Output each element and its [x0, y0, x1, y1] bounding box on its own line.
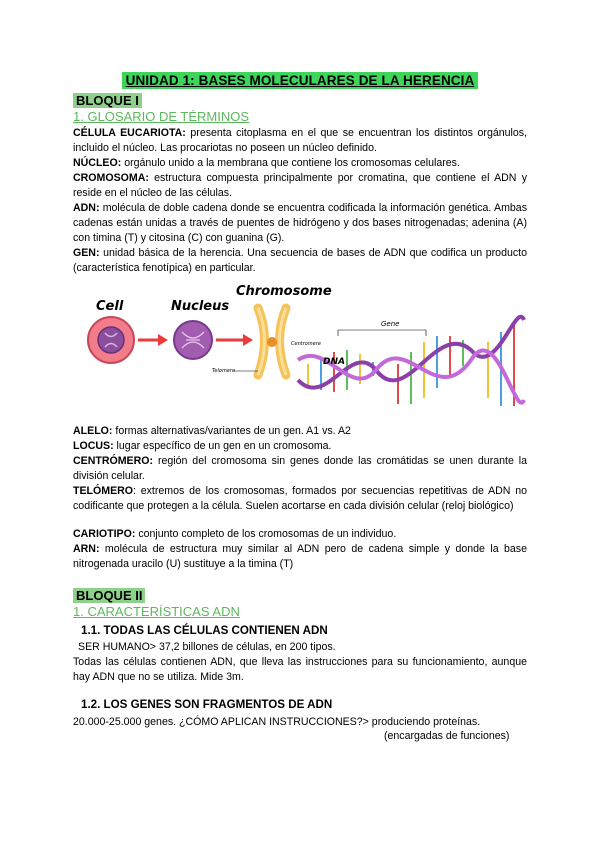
- document-title: UNIDAD 1: BASES MOLECULARES DE LA HERENCIA: [122, 72, 479, 89]
- definition: unidad básica de la herencia. Una secuencia de bases de ADN que codifica un producto (característica fenotípica) en particular.: [73, 247, 527, 275]
- definition: estructura compuesta principalmente por cromatina, que contiene el ADN y reside en el núcleo de las células.: [73, 172, 527, 200]
- definition: conjunto completo de los cromosomas de un individuo.: [135, 528, 397, 540]
- subsection-1-2-heading: 1.2. LOS GENES SON FRAGMENTOS DE ADN: [81, 698, 333, 711]
- definition: lugar específico de un gen en un cromosoma.: [113, 440, 332, 452]
- cell-to-gene-figure: [76, 280, 526, 420]
- term: CROMOSOMA:: [73, 172, 149, 184]
- glossary-dna: [73, 201, 527, 247]
- term: NÚCLEO:: [73, 157, 122, 169]
- human-cells-line: SER HUMANO> 37,2 billones de células, en 200 tipos.: [78, 641, 336, 653]
- title-wrapper: [0, 72, 600, 90]
- cell-illustration: [88, 317, 134, 363]
- glossary-telomere: [73, 484, 527, 514]
- glossary-gene: [73, 246, 527, 276]
- glossary-karyotype: [73, 527, 527, 542]
- section-glossary-heading: 1. GLOSARIO DE TÉRMINOS: [73, 109, 250, 124]
- gene-bracket-ends: [338, 330, 426, 336]
- nucleus-illustration: [174, 321, 212, 359]
- genes-count-line: 20.000-25.000 genes. ¿CÓMO APLICAN INSTRUCCIONES?> produciendo proteínas.: [73, 716, 481, 728]
- term: GEN:: [73, 247, 100, 259]
- glossary-locus: [73, 439, 527, 454]
- chromosome-illustration: [258, 308, 286, 375]
- definition: presenta citoplasma en el que se encuentran los distintos orgánulos, incluido el núcleo. Las procariotas no poseen un núcleo definido.: [73, 127, 527, 155]
- term: ADN:: [73, 202, 100, 214]
- all-cells-paragraph: Todas las células contienen ADN, que lleva las instrucciones para su funcionamiento, aunque hay ADN que no se utiliza. Mide 3m.: [73, 656, 527, 684]
- glossary-chromosome: [73, 171, 527, 201]
- glossary-rna: [73, 542, 527, 572]
- arrow-head-2: [243, 334, 253, 346]
- glossary-centromere: [73, 454, 527, 484]
- section-dna-characteristics-heading: 1. CARACTERÍSTICAS ADN: [73, 604, 240, 619]
- dna-label: DNA: [323, 357, 345, 367]
- glossary-allele: [73, 424, 527, 439]
- term: CARIOTIPO:: [73, 528, 136, 540]
- gene-label: Gene: [381, 320, 400, 328]
- telomere-label: Telomere: [212, 368, 236, 374]
- glossary-nucleus: [73, 156, 527, 171]
- cell-label: Cell: [96, 299, 124, 314]
- definition: molécula de estructura muy similar al ADN pero de cadena simple y donde la base nitrogenada uracilo (U) sustituye a la timina (T): [73, 543, 527, 571]
- term: LOCUS:: [73, 440, 114, 452]
- definition: : extremos de los cromosomas, formados por secuencias repetitivas de ADN no codificante que protegen a la célula. Suelen acortarse en cada división celular (reloj biológico): [73, 485, 527, 513]
- chromosome-label: Chromosome: [236, 284, 332, 299]
- definition: formas alternativas/variantes de un gen. A1 vs. A2: [112, 425, 351, 437]
- bloque-1-heading: BLOQUE I: [73, 93, 142, 108]
- glossary-eukaryotic-cell: [73, 126, 527, 156]
- subsection-1-1-heading: 1.1. TODAS LAS CÉLULAS CONTIENEN ADN: [81, 624, 328, 637]
- term: ARN:: [73, 543, 100, 555]
- centromere-label: Centromere: [291, 341, 321, 347]
- definition: región del cromosoma sin genes donde las cromátidas se unen durante la división celular.: [73, 455, 527, 483]
- definition: molécula de doble cadena donde se encuentra codificada la información genética. Ambas cadenas están unidas a través de puentes de hidrógeno y dos bases nitrogenadas; adenina (A) con timina (T) y citosina (C) con guanina (G).: [73, 202, 527, 245]
- functions-note: (encargadas de funciones): [384, 730, 510, 742]
- bloque-2-heading: BLOQUE II: [73, 588, 145, 603]
- definition: orgánulo unido a la membrana que contiene los cromosomas celulares.: [121, 157, 460, 169]
- term: ALELO:: [73, 425, 113, 437]
- term: TELÓMERO: [73, 485, 134, 497]
- nucleus-label: Nucleus: [171, 299, 230, 314]
- arrow-head-1: [158, 334, 168, 346]
- term: CENTRÓMERO:: [73, 455, 154, 467]
- term: CÉLULA EUCARIOTA:: [73, 127, 186, 139]
